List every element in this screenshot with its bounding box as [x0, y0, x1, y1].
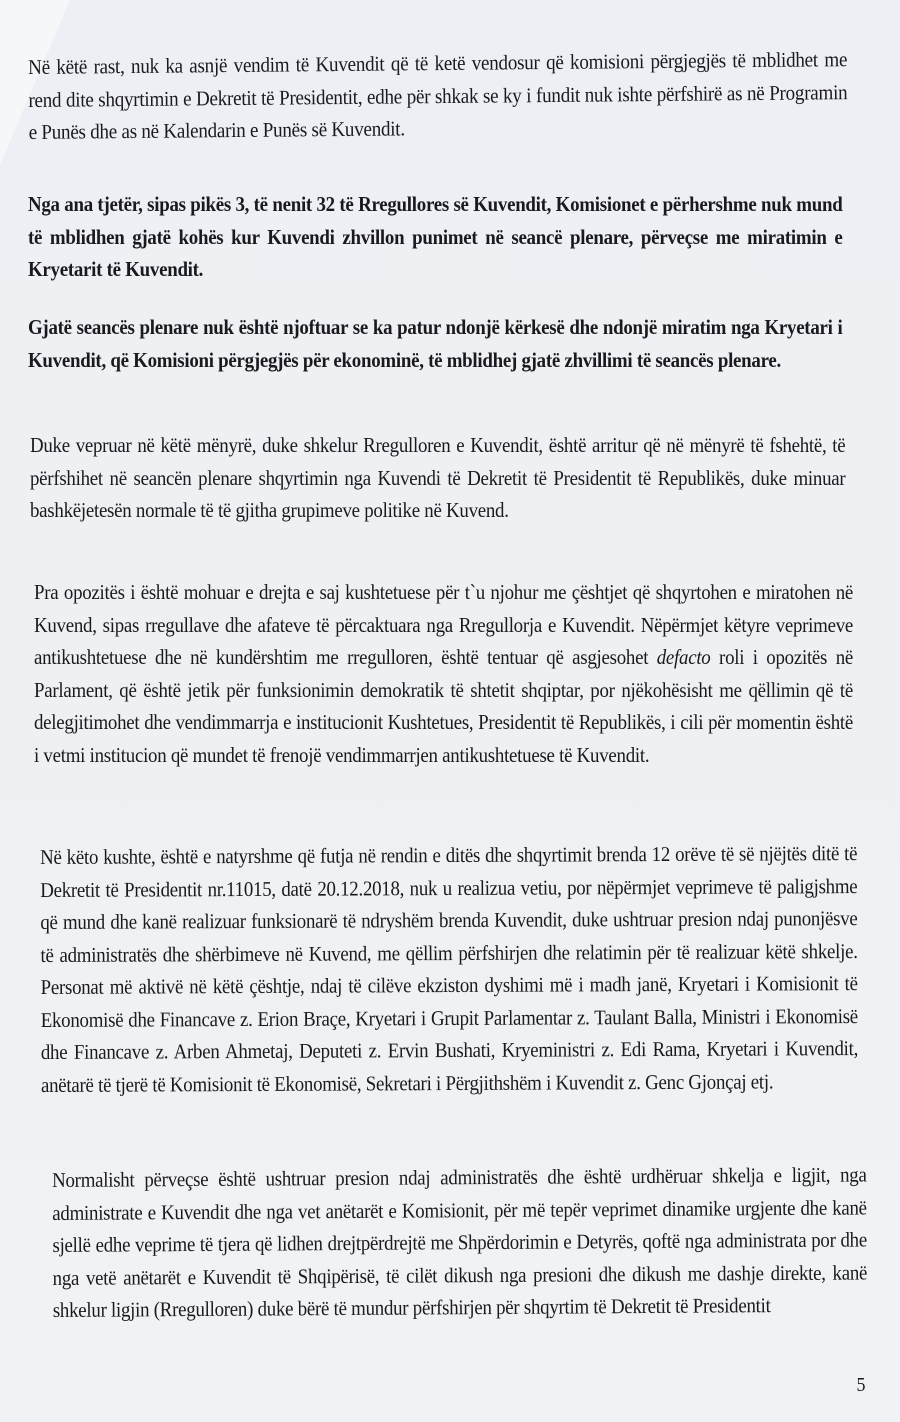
page-number: 5 [856, 1374, 866, 1396]
paragraph-text: roli i opozitës në Parlament, që është jetik për funksionimin demokratik të shtetit shqiptar, por njëkohësisht me qëllimin që të delegjitimohet dhe vendimmarrja e institucionit Kushtetues, Presidentit të Republikës, i cili për momentin është i vetmi institucion që mundet të frenojë vendimmarrjen antikushtetuese të Kuvendit. [34, 645, 853, 767]
paragraph: Në këtë rast, nuk ka asnjë vendim të Kuvendit që të ketë vendosur që komisioni përgjegjës të mblidhet me rend dite shqyrtimin e Dekretit të Presidentit, edhe për shkak se ky i fundit nuk ishte përfshirë as në Programin e Punës dhe as në Kalendarin e Punës së Kuvendit. [28, 47, 848, 144]
paragraph-bold: Gjatë seancës plenare nuk është njoftuar se ka patur ndonjë kërkesë dhe ndonjë miratim nga Kryetari i Kuvendit, që Komisioni përgjegjës për ekonominë, të mblidhej gjatë zhvillimi të seancës plenare. [28, 315, 843, 372]
paragraph: Normalisht përveçse është ushtruar presion ndaj administratës dhe është urdhëruar shkelja e ligjit, nga administrate e Kuvendit dhe nga vet anëtarët e Komisionit, për më tepër veprimet dinamike urgjente dhe kanë sjellë edhe veprime të tjera që lidhen drejtpërdrejtë me Shpërdorimin e Detyrës, qoftë nga administrata por dhe nga vetë anëtarët e Kuvendit të Shqipërisë, të cilët dikush nga presioni dhe dikush me dashje direkte, kanë shkelur ligjin (Rregulloren) duke bërë të mundur përfshirjen për shqyrtim të Dekretit të Presidentit [52, 1162, 868, 1322]
paragraph-text: Pra opozitës i është mohuar e drejta e saj kushtetuese për t`u njohur me çështjet që shqyrtohen e miratohen në Kuvend, sipas rregullave dhe afateve të përcaktuara nga Rregullorja e Kuvendit. Nëpërmjet këtyre veprimeve antikushtetuese dhe në kundërshtim me rregulloren, është tentuar që asgjesohet [34, 580, 853, 669]
italic-term: defacto [656, 645, 711, 669]
paragraph [34, 576, 853, 771]
paragraph: Duke vepruar në këtë mënyrë, duke shkelur Rregulloren e Kuvendit, është arritur që në mënyrë të fshehtë, të përfshihet në seancën plenare shqyrtimin nga Kuvendi të Dekretit të Presidentit të Republikës, duke minuar bashkëjetesën normale të të gjitha grupimeve politike në Kuvend. [30, 433, 846, 522]
paragraph: Në këto kushte, është e natyrshme që futja në rendin e ditës dhe shqyrtimit brenda 12 orëve të së njëjtës ditë të Dekretit të Presidentit nr.11015, datë 20.12.2018, nuk u realizua vetiu, por nëpërmjet veprimeve të paligjshme që mund dhe kanë realizuar funksionarë të ndryshëm brenda Kuvendit, duke ushtruar presion ndaj punonjësve të administratës dhe shërbimeve në Kuvend, me qëllim përfshirjen dhe relatimin për të realizuar këtë shkelje. Personat më aktivë në këtë çështje, ndaj të cilëve ekziston dyshimi më i madh janë, Kryetari i Komisionit të Ekonomisë dhe Financave z. Erion Braçe, Kryetari i Grupit Parlamentar z. Taulant Balla, Ministri i Ekonomisë dhe Financave z. Arben Ahmetaj, Deputeti z. Ervin Bushati, Kryeministri z. Edi Rama, Kryetari i Kuvendit, anëtarë të tjerë të Komisionit të Ekonomisë, Sekretari i Përgjithshëm i Kuvendit z. Genc Gjonçaj etj. [40, 841, 859, 1097]
paragraph-bold: Nga ana tjetër, sipas pikës 3, të nenit 32 të Rregullores së Kuvendit, Komisionet e përhershme nuk mund të mblidhen gjatë kohës kur Kuvendi zhvillon punimet në seancë plenare, përveçse me miratimin e Kryetarit të Kuvendit. [28, 192, 843, 281]
